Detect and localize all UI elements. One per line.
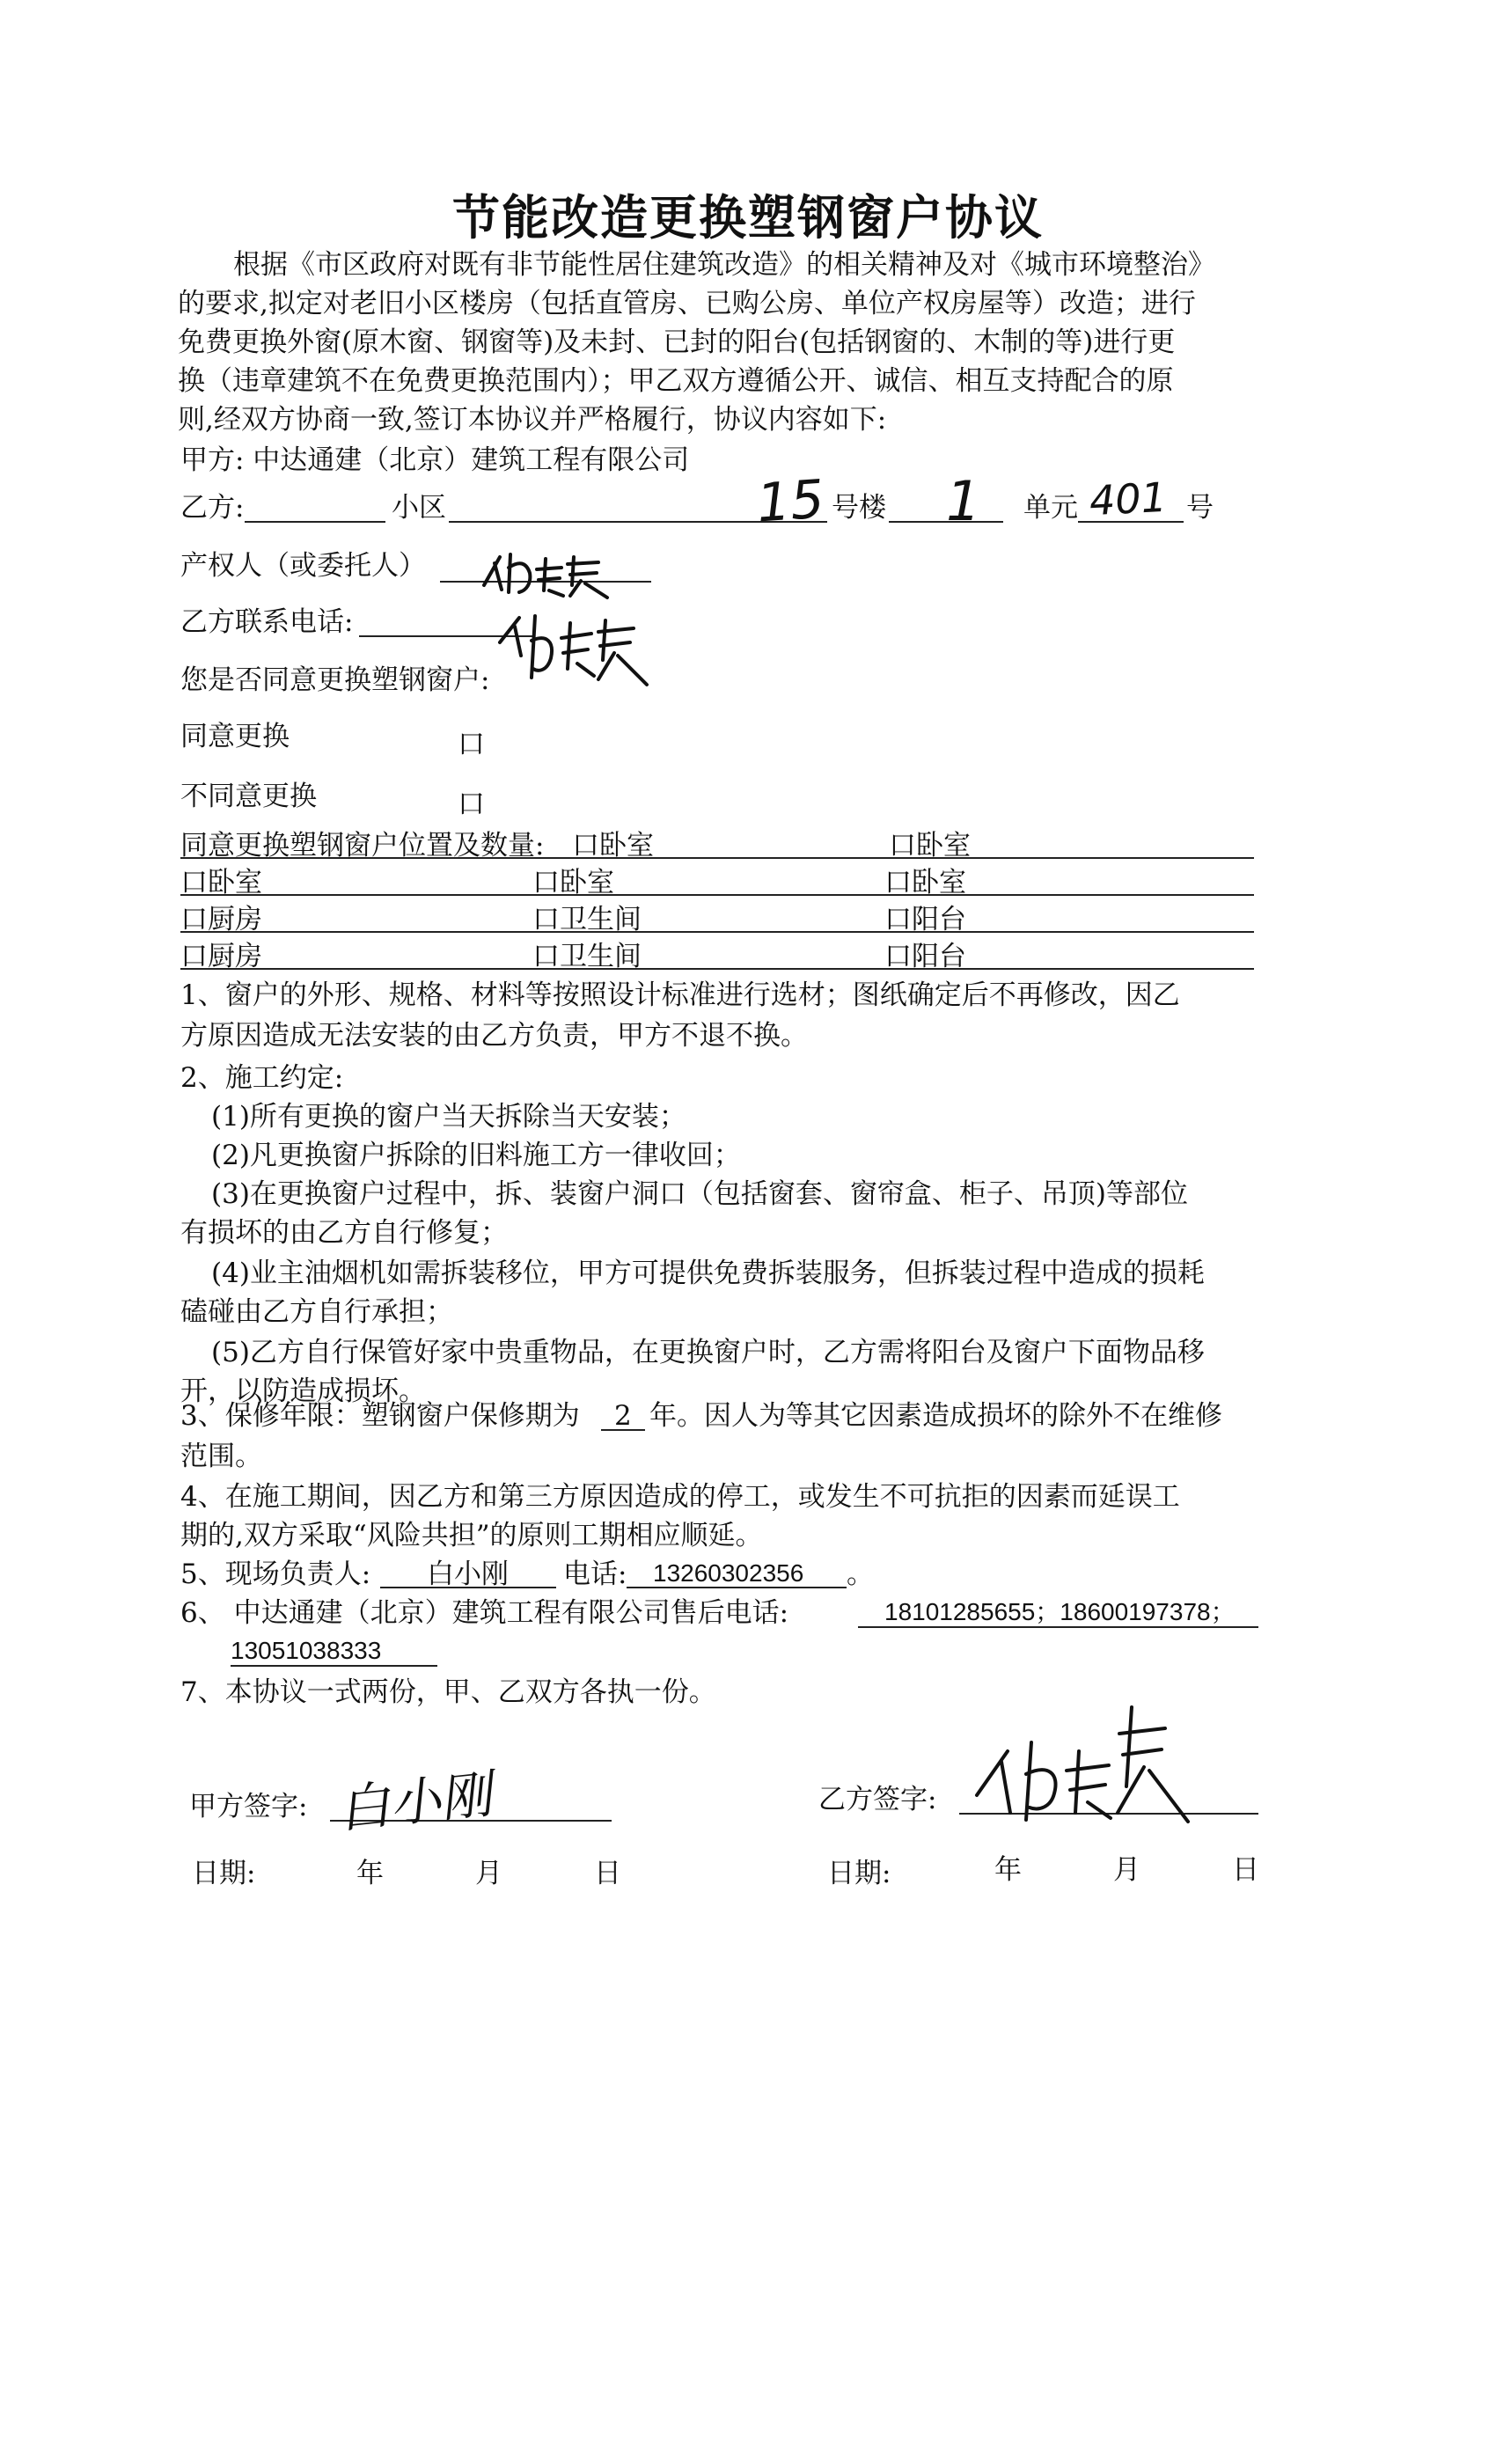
party-b-date-label: 日期:: [827, 1858, 891, 1889]
intro-line-1: 根据《市区政府对既有非节能性居住建筑改造》的相关精神及对《城市环境整治》: [233, 249, 1215, 281]
consent-question: 您是否同意更换塑钢窗户:: [180, 664, 490, 696]
party-a-date-label: 日期:: [192, 1858, 256, 1889]
clause-7: 7、本协议一式两份，甲、乙双方各执一份。: [180, 1676, 716, 1708]
party-a-month: 月: [475, 1858, 502, 1889]
warranty-years-value: 2: [614, 1400, 632, 1432]
party-a: 甲方: 中达通建（北京）建筑工程有限公司: [180, 444, 690, 476]
party-a-sign-label: 甲方签字:: [189, 1791, 308, 1822]
clause-3-line-2: 范围。: [180, 1441, 262, 1472]
clause-2-4-line-2: 磕碰由乙方自行承担；: [180, 1296, 453, 1328]
clause-4-line-1: 4、在施工期间，因乙方和第三方原因造成的停工，或发生不可抗拒的因素而延误工: [180, 1481, 1180, 1513]
clause-2-5-line-1: (5)乙方自行保管好家中贵重物品，在更换窗户时，乙方需将阳台及窗户下面物品移: [211, 1337, 1205, 1368]
party-b-label: 乙方:: [180, 492, 245, 524]
clause-2-3-line-2: 有损坏的由乙方自行修复；: [180, 1217, 508, 1249]
intro-line-5: 则,经双方协商一致,签订本协议并严格履行，协议内容如下:: [178, 404, 887, 436]
owner-label: 产权人（或委托人）: [180, 550, 426, 582]
window-row2-col1[interactable]: 口厨房: [180, 904, 262, 935]
clause-5-label: 5、现场负责人:: [180, 1558, 371, 1590]
intro-line-4: 换（违章建筑不在免费更换范围内）；甲乙双方遵循公开、诚信、相互支持配合的原: [178, 365, 1174, 397]
clause-1-line-2: 方原因造成无法安装的由乙方负责，甲方不退不换。: [180, 1020, 808, 1052]
community-label: 小区: [392, 492, 446, 524]
service-phone-3: 13051038333: [231, 1637, 382, 1664]
agree-label: 同意更换: [180, 721, 290, 752]
service-phones: 18101285655；18600197378；: [884, 1598, 1236, 1625]
clause-4-line-2: 期的,双方采取“风险共担”的原则工期相应顺延。: [180, 1520, 763, 1551]
intro-line-3: 免费更换外窗(原木窗、钢窗等)及未封、已封的阳台(包括钢窗的、木制的等)进行更: [178, 326, 1176, 358]
clause-2-title: 2、施工约定:: [180, 1062, 344, 1094]
window-row3-col2[interactable]: 口卫生间: [532, 941, 642, 972]
window-row2-col3[interactable]: 口阳台: [884, 904, 966, 935]
window-row2-col2[interactable]: 口卫生间: [532, 904, 642, 935]
windows-header: 同意更换塑钢窗户位置及数量:: [180, 830, 545, 862]
window-row0-col1[interactable]: 口卧室: [572, 830, 654, 862]
window-row3-col1[interactable]: 口厨房: [180, 941, 262, 972]
manager-phone-field[interactable]: [627, 1587, 847, 1588]
building-number-handwritten: 15: [754, 468, 826, 535]
clause-5-end: 。: [847, 1558, 874, 1590]
window-row1-col2[interactable]: 口卧室: [532, 867, 614, 898]
owner-signature-icon: [475, 541, 651, 603]
window-row1-col3[interactable]: 口卧室: [884, 867, 966, 898]
party-b-month: 月: [1113, 1854, 1140, 1886]
clause-6-label: 6、 中达通建（北京）建筑工程有限公司售后电话:: [180, 1597, 789, 1629]
windows-line-3: [180, 968, 1254, 970]
party-b-signature-icon: [968, 1690, 1214, 1830]
party-a-year: 年: [356, 1858, 384, 1889]
room-number-handwritten: 401: [1088, 473, 1169, 525]
manager-phone: 13260302356: [653, 1559, 804, 1587]
party-b-year: 年: [994, 1854, 1022, 1886]
phone-label: 乙方联系电话:: [180, 606, 354, 638]
windows-line-0: [180, 857, 1254, 859]
party-a-day: 日: [594, 1858, 621, 1889]
window-row1-col1[interactable]: 口卧室: [180, 867, 262, 898]
intro-line-2: 的要求,拟定对老旧小区楼房（包括直管房、已购公房、单位产权房屋等）改造；进行: [178, 288, 1196, 319]
party-a-signature: 白小刚: [340, 1763, 499, 1840]
clause-2-2: (2)凡更换窗户拆除的旧料施工方一律收回；: [211, 1140, 741, 1171]
building-label: 号楼: [832, 492, 886, 524]
party-b-name-field[interactable]: [245, 521, 385, 523]
phone-signature-icon: [493, 607, 686, 691]
clause-2-4-line-1: (4)业主油烟机如需拆装移位，甲方可提供免费拆装服务，但拆装过程中造成的损耗: [211, 1258, 1205, 1289]
clause-3-pre: 3、保修年限：塑钢窗户保修期为: [180, 1400, 580, 1432]
service-phone-3-field[interactable]: [231, 1665, 437, 1667]
unit-label: 单元: [1023, 492, 1078, 524]
agree-checkbox[interactable]: 口: [458, 729, 485, 760]
service-phones-field[interactable]: [858, 1626, 1258, 1628]
clause-1-line-1: 1、窗户的外形、规格、材料等按照设计标准进行选材；图纸确定后不再修改，因乙: [180, 979, 1180, 1011]
clause-3-post: 年。因人为等其它因素造成损坏的除外不在维修: [649, 1400, 1222, 1432]
windows-line-1: [180, 894, 1254, 896]
disagree-checkbox[interactable]: 口: [458, 788, 485, 820]
unit-number-handwritten: 1: [946, 469, 981, 533]
window-row3-col3[interactable]: 口阳台: [884, 941, 966, 972]
windows-line-2: [180, 931, 1254, 933]
clause-2-5-line-2: 开，以防造成损坏。: [180, 1375, 426, 1407]
manager-phone-label: 电话:: [563, 1558, 627, 1590]
party-b-day: 日: [1232, 1854, 1259, 1886]
clause-2-3-line-1: (3)在更换窗户过程中，拆、装窗户洞口（包括窗套、窗帘盒、柜子、吊顶)等部位: [211, 1178, 1189, 1210]
party-b-sign-label: 乙方签字:: [818, 1784, 937, 1815]
window-row0-col3[interactable]: 口卧室: [889, 830, 971, 862]
room-label: 号: [1186, 492, 1214, 524]
manager-name: 白小刚: [427, 1558, 509, 1590]
disagree-label: 不同意更换: [180, 781, 317, 812]
clause-2-1: (1)所有更换的窗户当天拆除当天安装；: [211, 1101, 686, 1133]
document-title: 节能改造更换塑钢窗户协议: [452, 189, 1044, 246]
